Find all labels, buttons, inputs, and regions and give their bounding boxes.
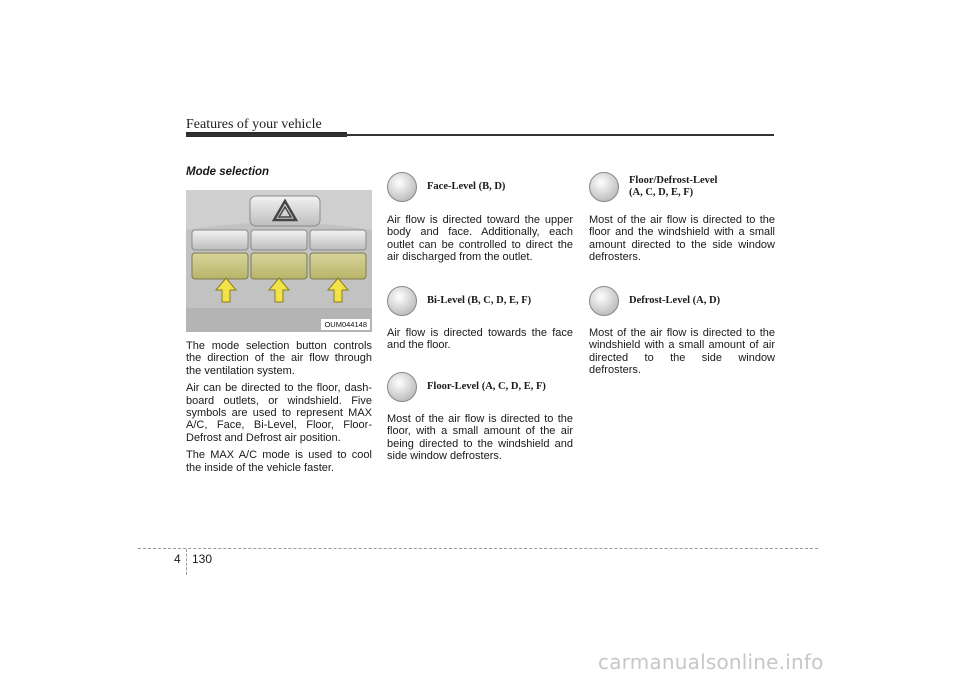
control-panel-illustration xyxy=(186,190,372,332)
mode-button-face xyxy=(192,253,248,279)
mode-button-floor xyxy=(310,253,366,279)
control-panel-figure xyxy=(186,190,372,332)
footer-rule xyxy=(138,548,818,549)
mode-description: Air flow is directed towards the face and the floor. xyxy=(387,327,573,352)
watermark-link[interactable]: carmanualsonline.info xyxy=(598,650,824,674)
bi-level-icon xyxy=(387,286,417,316)
mode-description: Most of the air flow is directed to the floor, with a small amount of the air being directed to the windshield and side window defrosters. xyxy=(387,413,573,463)
page-header-title: Features of your vehicle xyxy=(186,117,322,132)
footer-vertical-rule xyxy=(186,549,187,575)
mode-label-line2: (A, C, D, E, F) xyxy=(629,187,694,198)
mode-description: Most of the air flow is directed to the windshield with a small amount of air directed to the side window defrosters. xyxy=(589,327,775,377)
figure-label: OUM044148 xyxy=(321,319,370,330)
mode-description: Air flow is directed toward the upper body and face. Additionally, each outlet can be controlled to direct the air discharged from the outlet. xyxy=(387,214,573,264)
section-title: Mode selection xyxy=(186,166,270,178)
mode-label: Face-Level (B, D) xyxy=(427,181,506,192)
face-level-icon xyxy=(387,172,417,202)
paragraph: Air can be directed to the floor, dash-board outlets, or windshield. Five symbols are used to represent MAX A/C, Face, Bi-Level, Floor, Floor-Defrost and Defrost air position. xyxy=(186,382,372,444)
mode-button-bilevel xyxy=(251,253,307,279)
max-ac-button xyxy=(192,230,248,250)
mode-defrost-level xyxy=(589,286,775,377)
mode-floor-defrost-level xyxy=(589,172,775,264)
paragraph: The MAX A/C mode is used to cool the inside of the vehicle faster. xyxy=(186,449,372,474)
fan-button xyxy=(310,230,366,250)
mode-label: Floor/Defrost-Level xyxy=(629,175,718,186)
mode-description: Most of the air flow is directed to the floor and the windshield with a small amount directed to the side window defrosters. xyxy=(589,214,775,264)
mode-face-level xyxy=(387,172,573,264)
page-number: 130 xyxy=(192,552,213,566)
column1-text xyxy=(186,340,372,479)
mode-label: Defrost-Level (A, D) xyxy=(629,295,721,306)
paragraph: The mode selection button controls the direction of the air flow through the ventilation system. xyxy=(186,340,372,377)
chapter-number: 4 xyxy=(174,552,181,566)
floor-defrost-level-icon xyxy=(589,172,619,202)
max-ac-button-2 xyxy=(251,230,307,250)
defrost-level-icon xyxy=(589,286,619,316)
header-rule xyxy=(186,134,774,136)
mode-bi-level xyxy=(387,286,573,352)
mode-floor-level xyxy=(387,372,573,463)
mode-label: Floor-Level (A, C, D, E, F) xyxy=(427,381,546,392)
floor-level-icon xyxy=(387,372,417,402)
mode-label: Bi-Level (B, C, D, E, F) xyxy=(427,295,532,306)
